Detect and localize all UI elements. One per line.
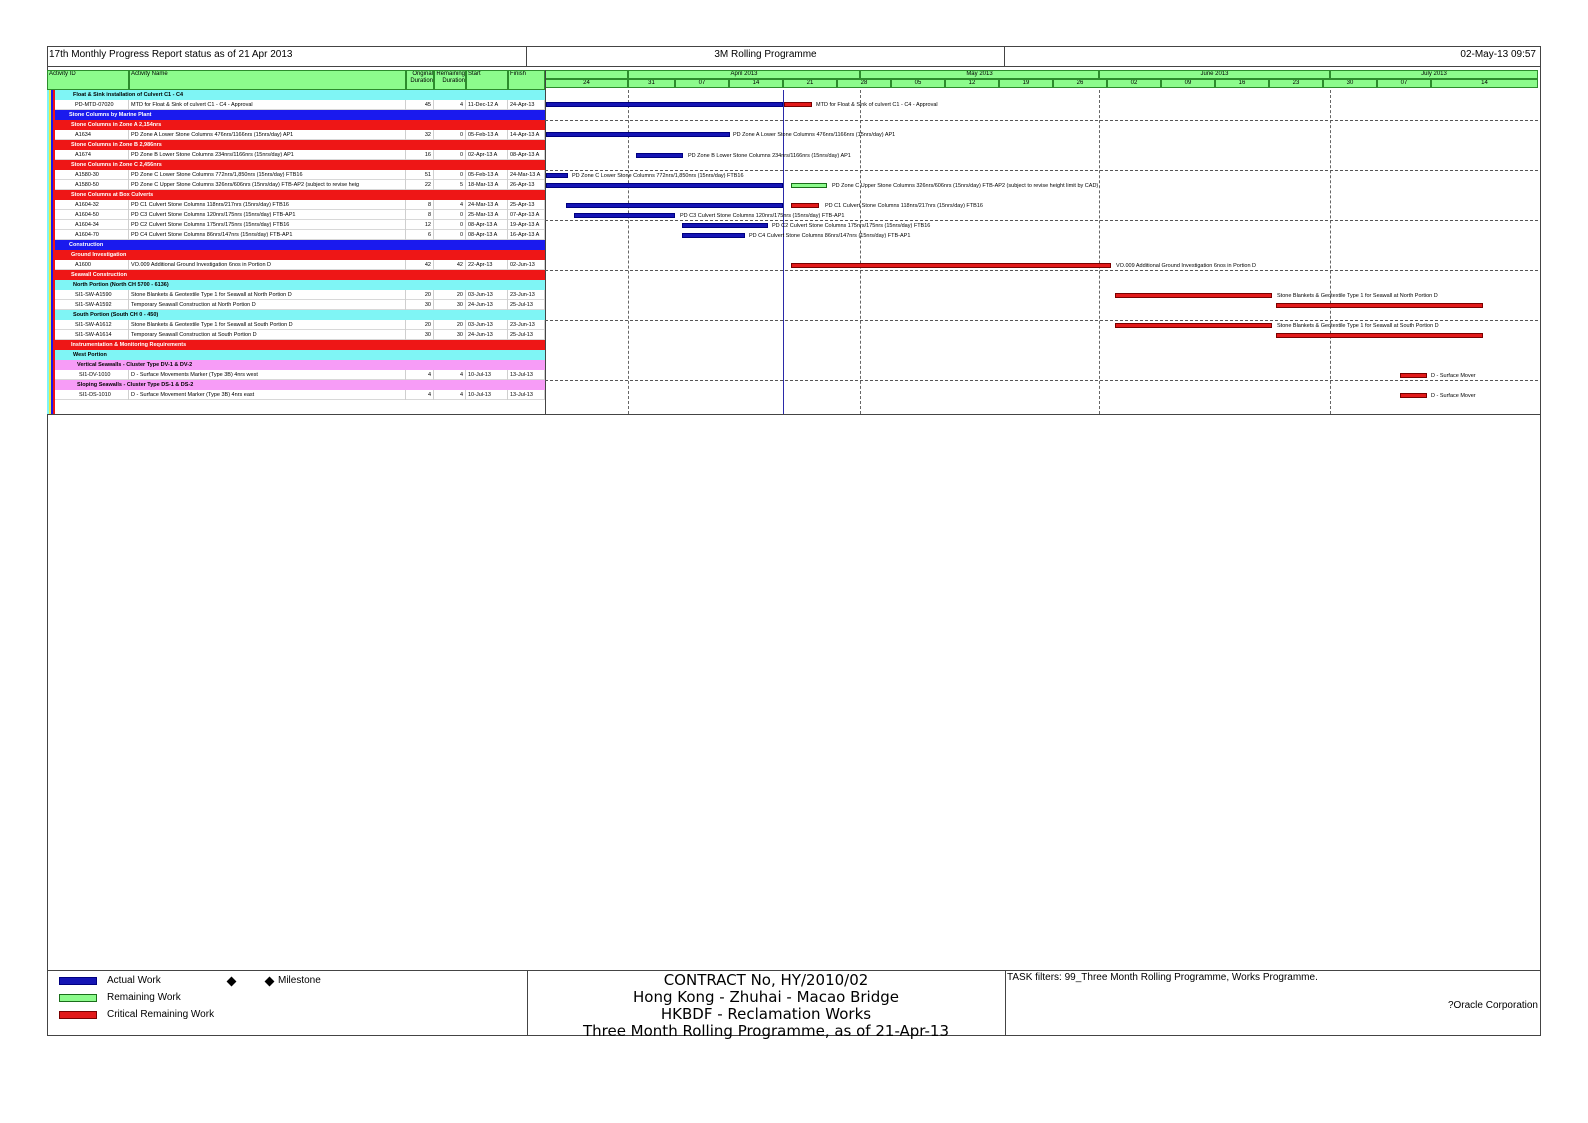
contract-number: CONTRACT No, HY/2010/02 — [663, 971, 869, 989]
group-row[interactable] — [55, 190, 545, 200]
original-duration: 4 — [406, 370, 434, 380]
week-cell: 23 — [1269, 79, 1323, 88]
activity-name: PD C2 Culvert Stone Columns 175nrs/175nrs (15nrs/day) FTB16 — [129, 220, 406, 230]
critical-bar[interactable] — [1115, 293, 1272, 298]
week-cell: 07 — [1377, 79, 1431, 88]
critical-bar[interactable] — [1115, 323, 1272, 328]
start-date: 08-Apr-13 A — [466, 220, 508, 230]
remaining-duration: 0 — [434, 170, 466, 180]
activity-name: D - Surface Movement Marker (Type 3B) 4nrs east — [129, 390, 406, 400]
gantt-left-border — [545, 70, 546, 414]
critical-bar[interactable] — [1400, 373, 1427, 378]
remaining-duration: 4 — [434, 390, 466, 400]
activity-id: SI1-SW-A1592 — [75, 300, 129, 310]
bar-label: D - Surface Mover — [1431, 373, 1476, 379]
month-gridline — [1099, 90, 1100, 414]
finish-date: 24-Apr-13 — [508, 100, 545, 110]
original-duration: 16 — [406, 150, 434, 160]
activity-row[interactable] — [55, 170, 545, 180]
group-title: Stone Columns in Zone B 2,986nrs — [71, 142, 162, 148]
group-row[interactable] — [55, 280, 545, 290]
week-cell: 09 — [1161, 79, 1215, 88]
activity-id: SI1-DS-1010 — [79, 390, 129, 400]
finish-date: 13-Jul-13 — [508, 390, 545, 400]
group-title: Ground Investigation — [71, 252, 127, 258]
legend-remaining-label: Remaining Work — [107, 992, 181, 1003]
group-row[interactable] — [55, 380, 545, 390]
month-cell-march — [545, 70, 628, 79]
activity-row[interactable] — [55, 290, 545, 300]
activity-id: PD-MTD-07020 — [75, 100, 129, 110]
group-title: Sloping Seawalls - Cluster Type DS-1 & DS-2 — [77, 382, 194, 388]
finish-date: 14-Apr-13 A — [508, 130, 545, 140]
group-row[interactable] — [55, 360, 545, 370]
activity-id: A1580-50 — [75, 180, 129, 190]
original-duration: 30 — [406, 300, 434, 310]
group-row[interactable] — [55, 240, 545, 250]
original-duration: 20 — [406, 320, 434, 330]
original-duration: 30 — [406, 330, 434, 340]
finish-date: 19-Apr-13 A — [508, 220, 545, 230]
group-title: Float & Sink installation of Culvert C1 - C4 — [73, 92, 184, 98]
group-title: South Portion (South CH 0 - 450) — [73, 312, 159, 318]
group-title: Instrumentation & Monitoring Requirements — [71, 342, 187, 348]
col-activity-name[interactable]: Activity Name — [129, 70, 406, 90]
start-date: 08-Apr-13 A — [466, 230, 508, 240]
group-separator — [545, 270, 1538, 271]
original-duration: 4 — [406, 390, 434, 400]
actual-bar[interactable] — [574, 213, 675, 218]
week-cell: 02 — [1107, 79, 1161, 88]
start-date: 11-Dec-12 A — [466, 100, 508, 110]
actual-bar[interactable] — [682, 223, 768, 228]
activity-row[interactable] — [55, 300, 545, 310]
actual-bar[interactable] — [682, 233, 745, 238]
header-divider — [47, 66, 1541, 67]
group-separator — [545, 170, 1538, 171]
programme-name: Three Month Rolling Programme, as of 21-Apr-13 — [582, 1022, 950, 1040]
group-row[interactable] — [55, 350, 545, 360]
group-title: North Portion (North CH 5700 - 6136) — [73, 282, 169, 288]
activity-name: Temporary Seawall Construction at North Portion D — [129, 300, 406, 310]
week-cell: 28 — [837, 79, 891, 88]
group-row[interactable] — [55, 270, 545, 280]
task-filters: TASK filters: 99_Three Month Rolling Programme, Works Programme. — [1007, 972, 1318, 983]
start-date: 22-Apr-13 — [466, 260, 508, 270]
activity-id: A1604-70 — [75, 230, 129, 240]
finish-date: 26-Apr-13 — [508, 180, 545, 190]
group-title: Vertical Seawalls - Cluster Type DV-1 & DV-2 — [77, 362, 193, 368]
project-name: Hong Kong - Zhuhai - Macao Bridge — [632, 988, 899, 1006]
original-duration: 51 — [406, 170, 434, 180]
actual-bar[interactable] — [546, 183, 783, 188]
finish-date: 23-Jun-13 — [508, 290, 545, 300]
works-name: HKBDF - Reclamation Works — [660, 1005, 872, 1023]
original-duration: 45 — [406, 100, 434, 110]
finish-date: 08-Apr-13 A — [508, 150, 545, 160]
activity-name: D - Surface Movements Marker (Type 3B) 4nrs west — [129, 370, 406, 380]
col-original-duration[interactable]: Original Duration — [406, 70, 434, 90]
remaining-duration: 20 — [434, 320, 466, 330]
activity-id: A1600 — [75, 260, 129, 270]
finish-date: 13-Jul-13 — [508, 370, 545, 380]
activity-id: SI1-SW-A1614 — [75, 330, 129, 340]
group-title: Construction — [69, 242, 104, 248]
remaining-duration: 30 — [434, 330, 466, 340]
print-date: 02-May-13 09:57 — [1460, 49, 1536, 60]
activity-name: Stone Blankets & Geotextile Type 1 for Seawall at North Portion D — [129, 290, 406, 300]
month-cell-july: July 2013 — [1330, 70, 1538, 79]
bar-label: MTD for Float & Sink of culvert C1 - C4 - Approval — [816, 102, 938, 108]
activity-name: Temporary Seawall Construction at South Portion D — [129, 330, 406, 340]
group-title: Stone Columns in Zone C 2,456nrs — [71, 162, 162, 168]
start-date: 05-Feb-13 A — [466, 130, 508, 140]
week-cell: 05 — [891, 79, 945, 88]
activity-id: A1604-32 — [75, 200, 129, 210]
start-date: 02-Apr-13 A — [466, 150, 508, 160]
group-row[interactable] — [55, 310, 545, 320]
finish-date: 07-Apr-13 A — [508, 210, 545, 220]
activity-name: MTD for Float & Sink of culvert C1 - C4 - Approval — [129, 100, 406, 110]
start-date: 05-Feb-13 A — [466, 170, 508, 180]
report-title: 17th Monthly Progress Report status as of 21 Apr 2013 — [47, 46, 527, 66]
week-cell: 12 — [945, 79, 999, 88]
bar-label: PD C4 Culvert Stone Columns 86nrs/147nrs (15nrs/day) FTB-AP1 — [749, 233, 911, 239]
remaining-duration: 0 — [434, 210, 466, 220]
activity-name: PD Zone C Lower Stone Columns 772nrs/1,850nrs (15nrs/day) FTB16 — [129, 170, 406, 180]
activity-name: PD Zone A Lower Stone Columns 476nrs/1166nrs (15nrs/day) AP1 — [129, 130, 406, 140]
bar-label: PD Zone C Upper Stone Columns 326nrs/606nrs (15nrs/day) FTB-AP2 (subject to revise height limit by CAD) — [832, 183, 1099, 189]
week-cell: 24 — [545, 79, 628, 88]
remaining-duration: 0 — [434, 130, 466, 140]
activity-row[interactable] — [55, 370, 545, 380]
activity-row[interactable] — [55, 200, 545, 210]
month-cell-april: April 2013 — [628, 70, 860, 79]
group-separator — [545, 380, 1538, 381]
month-cell-june: June 2013 — [1099, 70, 1330, 79]
month-gridline — [1330, 90, 1331, 414]
actual-bar[interactable] — [636, 153, 683, 158]
actual-work-swatch — [59, 977, 97, 985]
start-date: 10-Jul-13 — [466, 390, 508, 400]
activity-name: VO.009 Additional Ground Investigation 6nos in Portion D — [129, 260, 406, 270]
group-separator — [545, 120, 1538, 121]
original-duration: 20 — [406, 290, 434, 300]
group-row[interactable] — [55, 90, 545, 100]
original-duration: 6 — [406, 230, 434, 240]
activity-name: PD C1 Culvert Stone Columns 118nrs/217nrs (15nrs/day) FTB16 — [129, 200, 406, 210]
original-duration: 12 — [406, 220, 434, 230]
finish-date: 16-Apr-13 A — [508, 230, 545, 240]
start-date: 10-Jul-13 — [466, 370, 508, 380]
bar-label: Stone Blankets & Geotextile Type 1 for Seawall at North Portion D — [1277, 293, 1438, 299]
activity-name: PD C4 Culvert Stone Columns 86nrs/147nrs (15nrs/day) FTB-AP1 — [129, 230, 406, 240]
remaining-duration: 4 — [434, 200, 466, 210]
group-separator — [545, 220, 1538, 221]
start-date: 25-Mar-13 A — [466, 210, 508, 220]
finish-date: 25-Jul-13 — [508, 330, 545, 340]
col-start[interactable]: Start — [466, 70, 508, 90]
critical-bar[interactable] — [784, 102, 812, 107]
activity-row[interactable] — [55, 230, 545, 240]
legend-milestone-label: Milestone — [278, 975, 321, 986]
activity-row[interactable] — [55, 150, 545, 160]
start-date: 18-Mar-13 A — [466, 180, 508, 190]
activity-id: SI1-DV-1010 — [79, 370, 129, 380]
group-title: West Portion — [73, 352, 107, 358]
activity-name: Stone Blankets & Geotextile Type 1 for Seawall at South Portion D — [129, 320, 406, 330]
week-cell: 14 — [729, 79, 783, 88]
original-duration: 8 — [406, 210, 434, 220]
activity-name: PD Zone B Lower Stone Columns 234nrs/1166nrs (15nrs/day) AP1 — [129, 150, 406, 160]
week-cell: 21 — [783, 79, 837, 88]
week-cell: 19 — [999, 79, 1053, 88]
remaining-duration: 42 — [434, 260, 466, 270]
critical-bar[interactable] — [1400, 393, 1427, 398]
legend-critical-label: Critical Remaining Work — [107, 1009, 215, 1020]
group-row[interactable] — [55, 340, 545, 350]
month-gridline — [628, 90, 629, 414]
actual-bar[interactable] — [566, 203, 783, 208]
group-row[interactable] — [55, 250, 545, 260]
remaining-duration: 4 — [434, 370, 466, 380]
activity-id: A1604-50 — [75, 210, 129, 220]
activity-row[interactable] — [55, 180, 545, 190]
legend-actual-label: Actual Work — [107, 975, 161, 986]
activity-row[interactable] — [55, 390, 545, 400]
bar-label: Stone Blankets & Geotextile Type 1 for Seawall at South Portion D — [1277, 323, 1439, 329]
group-title: Stone Columns in Zone A 2,154nrs — [71, 122, 162, 128]
original-duration: 32 — [406, 130, 434, 140]
finish-date: 02-Jun-13 — [508, 260, 545, 270]
group-row[interactable] — [55, 140, 545, 150]
bar-label: PD C2 Culvert Stone Columns 175nrs/175nrs (15nrs/day) FTB16 — [772, 223, 931, 229]
actual-bar[interactable] — [546, 102, 783, 107]
remaining-duration: 5 — [434, 180, 466, 190]
original-duration: 8 — [406, 200, 434, 210]
remaining-duration: 30 — [434, 300, 466, 310]
activity-row[interactable] — [55, 220, 545, 230]
bar-label: D - Surface Mover — [1431, 393, 1476, 399]
bar-label: PD Zone A Lower Stone Columns 476nrs/1166nrs (15nrs/day) AP1 — [733, 132, 896, 138]
remaining-duration: 0 — [434, 220, 466, 230]
data-date-line — [783, 90, 784, 414]
finish-date: 24-Mar-13 A — [508, 170, 545, 180]
footer-divider-vertical — [1005, 970, 1006, 1036]
start-date: 03-Jun-13 — [466, 290, 508, 300]
actual-bar[interactable] — [546, 132, 730, 137]
original-duration: 22 — [406, 180, 434, 190]
critical-work-swatch — [59, 1011, 97, 1019]
bar-label: PD C3 Culvert Stone Columns 120nrs/175nrs (15nrs/day) FTB-AP1 — [680, 213, 845, 219]
group-row[interactable] — [55, 160, 545, 170]
remaining-bar[interactable] — [791, 183, 827, 188]
activity-row[interactable] — [55, 260, 545, 270]
finish-date: 25-Apr-13 — [508, 200, 545, 210]
activity-row[interactable] — [55, 320, 545, 330]
col-remaining-duration[interactable]: Remaining Duration — [434, 70, 466, 90]
group-title: Seawall Construction — [71, 272, 127, 278]
remaining-duration: 0 — [434, 230, 466, 240]
activity-id: A1580-30 — [75, 170, 129, 180]
week-cell: 14 — [1431, 79, 1538, 88]
start-date: 03-Jun-13 — [466, 320, 508, 330]
week-cell: 30 — [1323, 79, 1377, 88]
activity-id: A1634 — [75, 130, 129, 140]
activity-row[interactable] — [55, 100, 545, 110]
activity-id: A1604-34 — [75, 220, 129, 230]
col-activity-id[interactable]: Activity ID — [47, 70, 129, 90]
bar-label: PD Zone C Lower Stone Columns 772nrs/1,850nrs (15nrs/day) FTB16 — [572, 173, 744, 179]
bar-label: PD C1 Culvert Stone Columns 118nrs/217nrs (15nrs/day) FTB16 — [825, 203, 983, 209]
activity-id: SI1-SW-A1590 — [75, 290, 129, 300]
critical-bar[interactable] — [1276, 303, 1483, 308]
month-cell-may: May 2013 — [860, 70, 1099, 79]
start-date: 24-Mar-13 A — [466, 200, 508, 210]
actual-bar[interactable] — [546, 173, 568, 178]
week-cell: 07 — [675, 79, 729, 88]
group-row[interactable] — [55, 120, 545, 130]
bar-label: VO.009 Additional Ground Investigation 6nos in Portion D — [1116, 263, 1257, 269]
week-cell: 16 — [1215, 79, 1269, 88]
remaining-duration: 0 — [434, 150, 466, 160]
group-title: Stone Columns at Box Culverts — [71, 192, 154, 198]
start-date: 24-Jun-13 — [466, 300, 508, 310]
table-bottom-border — [47, 414, 1541, 415]
group-separator — [545, 320, 1538, 321]
activity-row[interactable] — [55, 210, 545, 220]
week-cell: 31 — [628, 79, 675, 88]
activity-row[interactable] — [55, 330, 545, 340]
group-row[interactable] — [55, 110, 545, 120]
week-cell: 26 — [1053, 79, 1107, 88]
bar-label: PD Zone B Lower Stone Columns 234nrs/1166nrs (15nrs/day) AP1 — [688, 153, 851, 159]
col-finish[interactable]: Finish — [508, 70, 545, 90]
remaining-duration: 4 — [434, 100, 466, 110]
activity-id: A1674 — [75, 150, 129, 160]
start-date: 24-Jun-13 — [466, 330, 508, 340]
critical-bar[interactable] — [791, 263, 1111, 268]
original-duration: 42 — [406, 260, 434, 270]
remaining-duration: 20 — [434, 290, 466, 300]
critical-bar[interactable] — [791, 203, 819, 208]
month-gridline — [860, 90, 861, 414]
activity-row[interactable] — [55, 130, 545, 140]
activity-id: SI1-SW-A1612 — [75, 320, 129, 330]
finish-date: 23-Jun-13 — [508, 320, 545, 330]
critical-bar[interactable] — [1276, 333, 1483, 338]
group-title: Stone Columns by Marine Plant — [69, 112, 152, 118]
remaining-work-swatch — [59, 994, 97, 1002]
copyright: ?Oracle Corporation — [1447, 1000, 1538, 1011]
programme-title: 3M Rolling Programme — [527, 46, 1005, 66]
activity-name: PD C3 Culvert Stone Columns 120nrs/175nrs (15nrs/day) FTB-AP1 — [129, 210, 406, 220]
finish-date: 25-Jul-13 — [508, 300, 545, 310]
activity-name: PD Zone C Upper Stone Columns 326nrs/606nrs (15nrs/day) FTB-AP2 (subject to revise heig — [129, 180, 406, 190]
